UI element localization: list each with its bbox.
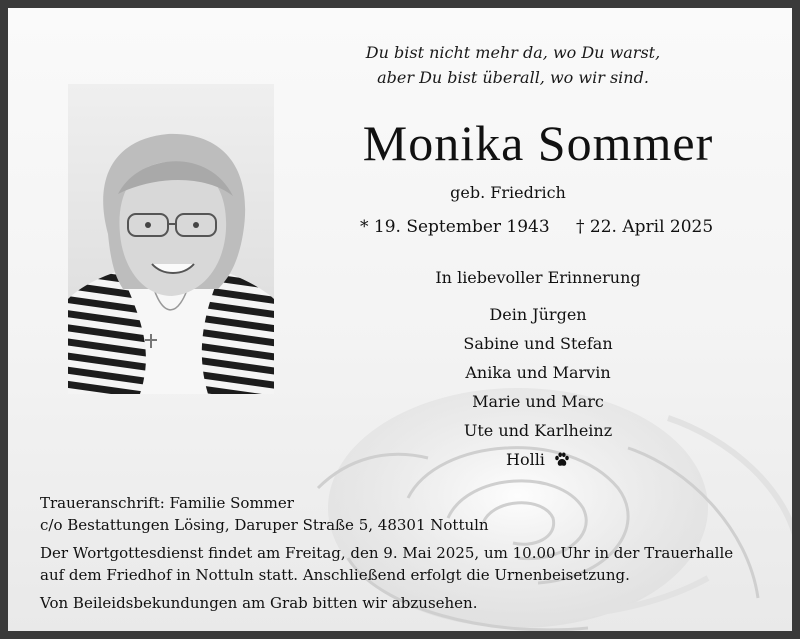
mourner-name: Sabine und Stefan [463, 334, 613, 353]
service-info-line: auf dem Friedhof in Nottuln statt. Anschließend erfolgt die Urnenbeisetzung. [40, 566, 630, 584]
mourner-name: Ute und Karlheinz [463, 421, 613, 440]
portrait-illustration [68, 84, 274, 394]
notice-footer [40, 492, 770, 614]
memorial-verse [338, 40, 688, 90]
mourner-name: Anika und Marvin [465, 363, 611, 382]
address-line: Traueranschrift: Familie Sommer [40, 494, 294, 512]
address-line: c/o Bestattungen Lösing, Daruper Straße 5, 48301 Nottuln [40, 516, 489, 534]
mourner-pet-row [428, 445, 648, 474]
deceased-name: Monika Sommer [362, 115, 714, 171]
verse-line: Du bist nicht mehr da, wo Du warst, [365, 43, 661, 62]
mourner-name: Marie und Marc [472, 392, 604, 411]
mourners-list [428, 300, 648, 474]
death-date: † 22. April 2025 [576, 217, 714, 237]
portrait-photo [68, 84, 274, 394]
mourner-name: Holli [505, 450, 545, 469]
verse-line: aber Du bist überall, wo wir sind. [377, 68, 649, 87]
condolence-note: Von Beileidsbekundungen am Grab bitten wir abzusehen. [40, 594, 478, 612]
birth-date: * 19. September 1943 [360, 217, 550, 237]
paw-print-icon [554, 452, 570, 467]
mourner-name: Dein Jürgen [489, 305, 587, 324]
birth-name: geb. Friedrich [450, 183, 566, 202]
remembrance-heading: In liebevoller Erinnerung [435, 268, 641, 287]
service-info-line: Der Wortgottesdienst findet am Freitag, den 9. Mai 2025, um 10.00 Uhr in der Trauerhalle [40, 544, 734, 562]
